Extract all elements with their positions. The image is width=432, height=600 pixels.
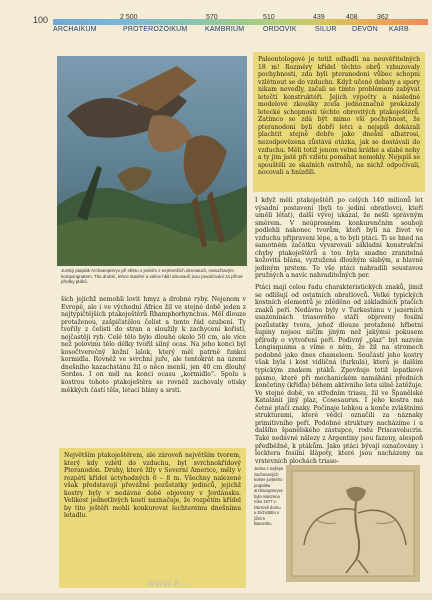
timeline-era: ORDOVIK (263, 26, 297, 33)
timeline-era: KARB (389, 26, 409, 33)
timeline-color-band (53, 19, 428, 25)
right-box-text: Paleontologové je totiž odhadli na neuvěřitelných 18 m! Rozměry křídel těchto obrů vzbuzovaly pochybnosti, zda byli pteranodoni vůbec schopni vzlétnout se do vzduchu. Když učené debaty a spory nikam nevedly, začali se tímto problémem zabývat letečtí konstruktéři. Jejich výpočty a následné modelové zkoušky zcela jednoznačně prokázaly letecké schopnosti těchto obrovitých ptakoještěrů. Zatímco se zdá být mimo vši pochybnost, že pteranodoni byli dobří letci a nejspíš dokázali plachtit stejně dobře jako dnešní albatrosi, nezodpovězena zůstává otázka, jak se dostávali do vzduchu. Měli totiž jenom velmi krátké a slabé nohy a ty jim jistě při vzletu pomáhat nemohly. Nejspíš se spouštěli ze skalních ostrohů, na nichž odpočívali, nocovali a hnízdili. (258, 56, 420, 177)
left-sidebar-box (59, 448, 246, 588)
timeline-number: 362 (377, 14, 389, 21)
geologic-timeline (53, 14, 428, 36)
page-number: 100 (33, 15, 49, 25)
watermark: www.k... (147, 578, 190, 589)
archaeopteryx-compsognathus-painting (57, 56, 247, 266)
timeline-era: SILUR (315, 26, 337, 33)
archaeopteryx-illustration (57, 56, 247, 266)
timeline-number: 570 (206, 14, 218, 21)
timeline-number: 2 500 (120, 14, 138, 21)
timeline-era: KAMBRIUM (205, 26, 245, 33)
illustration-caption: Jurský ptapták Archaeopteryx při střetu s jedním z nejmenších dinosaurů, masožravým kompsognatem. Tito drobní, lehce stavění a velice hbití dinosauři jsou považováni za přímé předky ptáků. (61, 268, 243, 284)
timeline-number: 510 (263, 14, 275, 21)
timeline-era: DEVON (352, 26, 378, 33)
fossil-caption: Jedna z nejlépe zachovaných koster jurského praptáka archaeopteryxe byla nalezena roku 1877 v Dürrově domu u Eichstättu v jižním Bavorsku. (254, 466, 284, 526)
left-column-text (61, 296, 246, 398)
right-sidebar-box (253, 52, 425, 192)
timeline-era: ARCHAIKUM (53, 26, 97, 33)
left-box-text: Největším ptakoještěrem, ale zároveň největším tvorem, který kdy vzlétl do vzduchu, byl svrchnokřídový Pteranodon. Druhy, které žily v Severní Americe, měly v rozpětí křídel úctyhodných 6 – 8 m. Všechny nalezené však představují převážně pozůstatky jedinců, jejichž kostry byly v nedávné době objeveny v Jordánsku. Velikost jednotlivých kostí naznačuje, že rozpětím křídel by tito ještěři mohli konkurovat lechterému dnešnímu letadlu. (64, 452, 241, 520)
timeline-era: PROTEROZOIKUM (123, 26, 188, 33)
timeline-number: 439 (313, 14, 325, 21)
fossil-slab (286, 465, 420, 582)
archaeopteryx-fossil-photo (286, 465, 420, 582)
left-paragraph: ších jejichž nemohli lovit hmyz a drobné ryby. Nejenom v Evropě, ale i ve východní Africe žil ve stejné době jeden z nejtypičtějších ptakoještěrů Rhamphorhynchus. Měl dlouze protaženou, zašpičatělou čelist a tento řád ozubení. Ty tvořily z čelisti do stran a sloužily k zachycení kořisti, nejčastěji ryb. Celé tělo bylo dlouhé okolo 50 cm, ale více než polovinu tělo délky tvořil silný ocas. Na jeho konci byl kosočtverečný kožní lalok, který měl patrně funkci kormidla. Rovněž ve svrchní juře, ale tentokrát na území dnešního kazachstánu žil o něco menší, jen 40 cm dlouhý Sordes. I on měl na konci ocasu „kormidlo“. Spolu s kostrou tohoto ptakoještěra se rovněž zachovaly otisky měkkých částí těla, létací blány a srsti. (61, 296, 246, 394)
right-column-text (255, 197, 423, 469)
right-paragraph-2: Ptáci mají celou řadu charakteristických znaků, jimiž se odlišují od ostatních obratlovců. Velké typických kostních elementů je zděděno od základních ptačích znaků peří. Nedávno byly v Turkestánu v jezerních usazeninách triasového stáří objeveny fosilní pozůstatky tvora, jehož dlouze protažené hřbetní šupiny nejsou ničím jiným než jakýmsi pokusem přírody o vytvoření peří. Podivný „plaz“ byl nazván Longisquama a víme o něm, že žil na stromech podobně jako dnes chameleon. Součástí jeho kostry však byla i kost vidličná (furkula), která je dalším typickým znakem ptáků. Zpevňuje totiž lopatkové pásmo, které při mechanickém namáhání předních končetiny (křídla) během aktivního letu silně zatěžuje. Ve stejné době, ve středním triasu, žil ve Španělské Katalánii jiný plaz, Cosesaurus. I jeho kostra má četné ptačí znaky. Počínaje lebkou a konče zvláštními strukturami, které vědci označili za náznaky primitivního peří. Podobné struktury nacházíme i u dalšího španělského zástupce, rodu Priscavolucris. Také nedávné nálezy z Argentiny jsou fazeny, alespoň předběžně, k ptákům. Jako ptáci bývají označovány i lecktera fosilní šlápoty, které jsou nacházeny na vrstevních plochách triaso- (255, 284, 423, 465)
timeline-number: 408 (346, 14, 358, 21)
right-paragraph-1: I když měli ptakoještěři po celých 140 milionů let výsadní postavení (byli to jediní obratlovci, kteří uměli létat), další vývoj ukázal, že nešli správným směrem. V neúprosném konkurenčním souboji podlehli nakonec tvorům, kteří byli na život ve vzduchu připraveni lépe, a to byli ptáci. Ti se hned na samotném začátku vyvarovali základní konstrukční chyby ptakoještěrů a tou byla snadno zranitelná kožovitá blána, vyztužená dlouhým slabým, a hlavně jediným prstem. To vše ptáci nahradili soustavou pružných a navíc nahraditelných per. (255, 197, 423, 280)
page-bottom-strip (0, 593, 432, 600)
